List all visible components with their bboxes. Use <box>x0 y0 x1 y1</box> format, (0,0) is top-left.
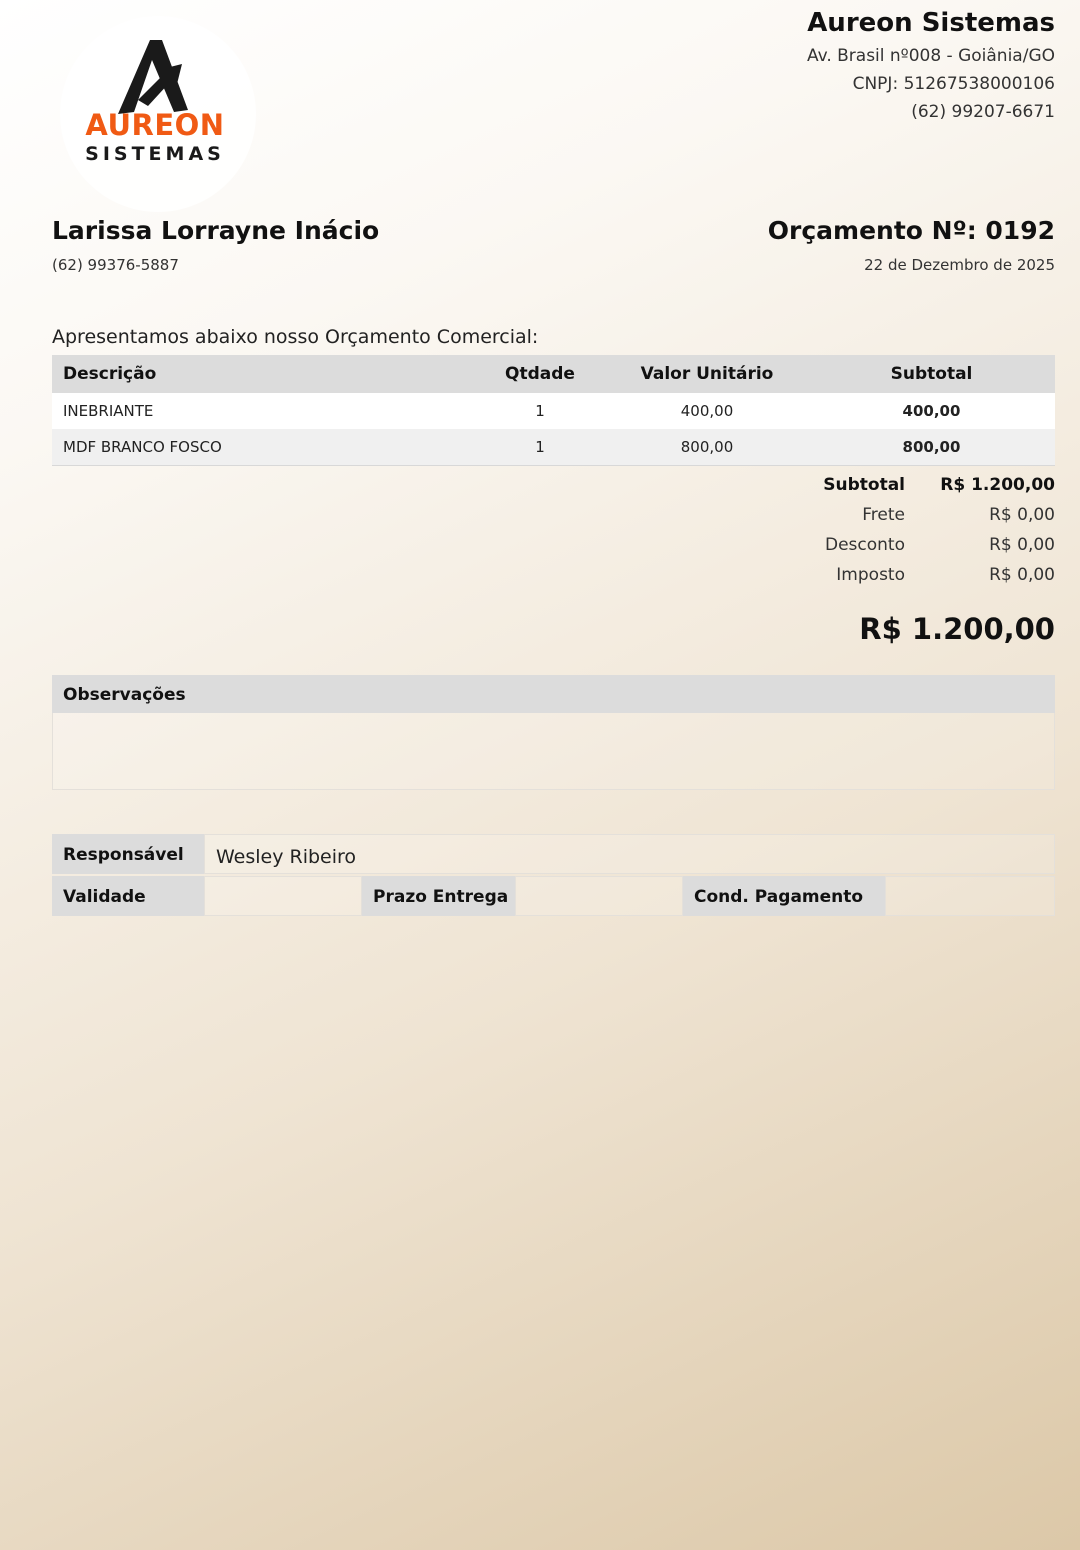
row-subtotal: 800,00 <box>808 429 1055 466</box>
validade-value <box>204 876 362 916</box>
observations-text <box>52 713 1055 790</box>
aureon-logo-icon <box>108 30 198 120</box>
header-qty: Qtdade <box>474 355 606 393</box>
details-section <box>52 834 1055 916</box>
logo-wordmark: AUREON <box>85 108 225 142</box>
observations-label: Observações <box>52 675 1055 713</box>
header-description: Descrição <box>52 355 474 393</box>
observations-section <box>52 675 1055 790</box>
company-address: Av. Brasil nº008 - Goiânia/GO <box>806 46 1055 66</box>
totals-desconto-row <box>755 530 1055 560</box>
client-name: Larissa Lorrayne Inácio <box>52 216 380 245</box>
frete-label: Frete <box>862 505 905 525</box>
subtotal-value: R$ 1.200,00 <box>940 475 1055 495</box>
header-unit-value: Valor Unitário <box>606 355 808 393</box>
cond-pagamento-value <box>885 876 1055 916</box>
company-phone: (62) 99207-6671 <box>911 102 1055 122</box>
desconto-label: Desconto <box>825 535 905 555</box>
table-header-row <box>52 355 1055 393</box>
row-description: INEBRIANTE <box>52 393 474 429</box>
responsavel-value: Wesley Ribeiro <box>204 834 1055 874</box>
company-name: Aureon Sistemas <box>807 8 1055 38</box>
totals-block <box>755 470 1055 590</box>
imposto-label: Imposto <box>836 565 905 585</box>
company-logo <box>60 16 256 212</box>
desconto-value: R$ 0,00 <box>989 535 1055 555</box>
logo-subtitle: SISTEMAS <box>85 143 225 165</box>
row-subtotal: 400,00 <box>808 393 1055 429</box>
row-unit-value: 800,00 <box>606 429 808 466</box>
quote-date: 22 de Dezembro de 2025 <box>864 256 1055 274</box>
totals-imposto-row <box>755 560 1055 590</box>
prazo-entrega-value <box>515 876 683 916</box>
company-cnpj: CNPJ: 51267538000106 <box>852 74 1055 94</box>
responsavel-label: Responsável <box>52 834 204 874</box>
prazo-entrega-label: Prazo Entrega <box>362 876 515 916</box>
validade-label: Validade <box>52 876 204 916</box>
subtotal-label: Subtotal <box>823 475 905 495</box>
totals-frete-row <box>755 500 1055 530</box>
table-row <box>52 429 1055 466</box>
grand-total: R$ 1.200,00 <box>859 612 1055 646</box>
client-phone: (62) 99376-5887 <box>52 256 179 274</box>
totals-subtotal-row <box>755 470 1055 500</box>
table-row <box>52 393 1055 429</box>
company-info <box>807 8 1055 122</box>
cond-pagamento-label: Cond. Pagamento <box>683 876 885 916</box>
row-qty: 1 <box>474 429 606 466</box>
quote-number: Orçamento Nº: 0192 <box>767 216 1055 245</box>
row-qty: 1 <box>474 393 606 429</box>
imposto-value: R$ 0,00 <box>989 565 1055 585</box>
frete-value: R$ 0,00 <box>989 505 1055 525</box>
header-subtotal: Subtotal <box>808 355 1055 393</box>
intro-text: Apresentamos abaixo nosso Orçamento Comercial: <box>52 326 539 348</box>
row-description: MDF BRANCO FOSCO <box>52 429 474 466</box>
items-table <box>52 355 1055 466</box>
row-unit-value: 400,00 <box>606 393 808 429</box>
